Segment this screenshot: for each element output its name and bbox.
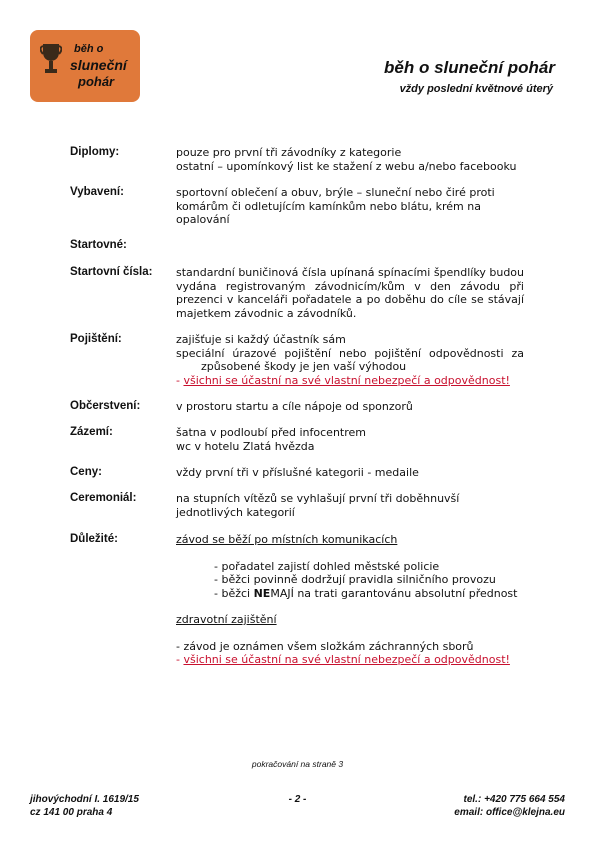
page-number: - 2 - bbox=[288, 794, 307, 805]
section-pojisteni bbox=[70, 333, 524, 387]
text-line: na stupních vítězů se vyhlašují první tři doběhnuvší bbox=[176, 492, 460, 505]
trophy-icon bbox=[40, 42, 62, 78]
warning-text: všichni se účastní na své vlastní nebezpečí a odpovědnost! bbox=[183, 653, 510, 666]
subheading: závod se běží po místních komunikacích bbox=[176, 533, 398, 546]
list-item: - závod je oznámen všem složkám záchranných sborů bbox=[176, 639, 474, 653]
list-item: - běžci povinně dodržují pravidla silničního provozu bbox=[214, 573, 496, 586]
text-line: šatna v podloubí před infocentrem bbox=[176, 426, 366, 439]
text-line: zajišťuje si každý účastník sám bbox=[176, 333, 346, 346]
section-label: Startovné: bbox=[70, 239, 127, 251]
section-label: Pojištění: bbox=[70, 333, 122, 345]
text-line: wc v hotelu Zlatá hvězda bbox=[176, 439, 315, 453]
section-ceremonial bbox=[70, 492, 524, 519]
section-label: Startovní čísla: bbox=[70, 266, 153, 278]
list-item: - pořadatel zajistí dohled městské policie bbox=[214, 559, 440, 573]
section-text: v prostoru startu a cíle nápoje od sponzorů bbox=[176, 400, 413, 413]
warning-line: - všichni se účastní na své vlastní nebezpečí a odpovědnost! bbox=[176, 653, 510, 666]
section-label: Občerstvení: bbox=[70, 400, 141, 412]
section-text: sportovní oblečení a obuv, brýle – sluneční nebo čiré proti komárům či odletujícím kamínkům nebo blátu, krém na opalování bbox=[176, 186, 495, 226]
logo-text-line3: pohár bbox=[78, 74, 115, 89]
event-logo bbox=[30, 30, 140, 102]
text-line: jednotlivých kategorií bbox=[176, 505, 295, 519]
logo-text-line2: sluneční bbox=[70, 57, 127, 73]
section-dulezite bbox=[70, 533, 524, 667]
section-ceny bbox=[70, 466, 524, 480]
page-title: běh o sluneční pohár bbox=[384, 58, 555, 77]
section-text: vždy první tři v příslušné kategorii - medaile bbox=[176, 466, 419, 479]
section-obcerstveni bbox=[70, 400, 524, 414]
section-diplomy bbox=[70, 146, 524, 173]
section-startovni-cisla bbox=[70, 266, 524, 320]
footer-contact: tel.: +420 775 664 554 email: office@klejna.eu bbox=[454, 794, 565, 818]
text-line: ostatní – upomínkový list ke stažení z webu a/nebo facebooku bbox=[176, 159, 517, 173]
footer-address: jihovýchodní I. 1619/15 cz 141 00 praha 4 bbox=[30, 794, 139, 818]
section-text: standardní buničinová čísla upínaná spínacími špendlíky budou vydána registrovaným závodnicím/kům v den závodu při prezenci v kanceláři pořadatele a po doběhu do cíle se stávají majetkem závodnic a závodníků. bbox=[176, 266, 524, 320]
warning-text: všichni se účastní na své vlastní nebezpečí a odpovědnost! bbox=[183, 373, 510, 387]
text-line: speciální úrazové pojištění nebo pojištění odpovědnosti za bbox=[176, 346, 524, 360]
subheading: zdravotní zajištění bbox=[176, 613, 277, 626]
section-label: Vybavení: bbox=[70, 186, 124, 198]
section-label: Diplomy: bbox=[70, 146, 120, 158]
logo-text-line1: běh o bbox=[74, 43, 104, 55]
warning-line: - všichni se účastní na své vlastní nebezpečí a odpovědnost! bbox=[176, 373, 510, 387]
section-vybaveni bbox=[70, 186, 524, 227]
section-label: Ceremoniál: bbox=[70, 492, 137, 504]
section-label: Zázemí: bbox=[70, 426, 113, 438]
section-label: Důležité: bbox=[70, 533, 118, 545]
page-subtitle: vždy poslední květnové úterý bbox=[399, 83, 553, 95]
list-item: - běžci NEMAJÍ na trati garantovánu absolutní přednost bbox=[214, 586, 518, 600]
section-label: Ceny: bbox=[70, 466, 102, 478]
continuation-note: pokračování na straně 3 bbox=[251, 759, 344, 769]
text-line: způsobené škody je jen vaší výhodou bbox=[201, 360, 407, 373]
text-line: pouze pro první tři závodníky z kategorie bbox=[176, 146, 402, 159]
section-zazemi bbox=[70, 426, 524, 453]
